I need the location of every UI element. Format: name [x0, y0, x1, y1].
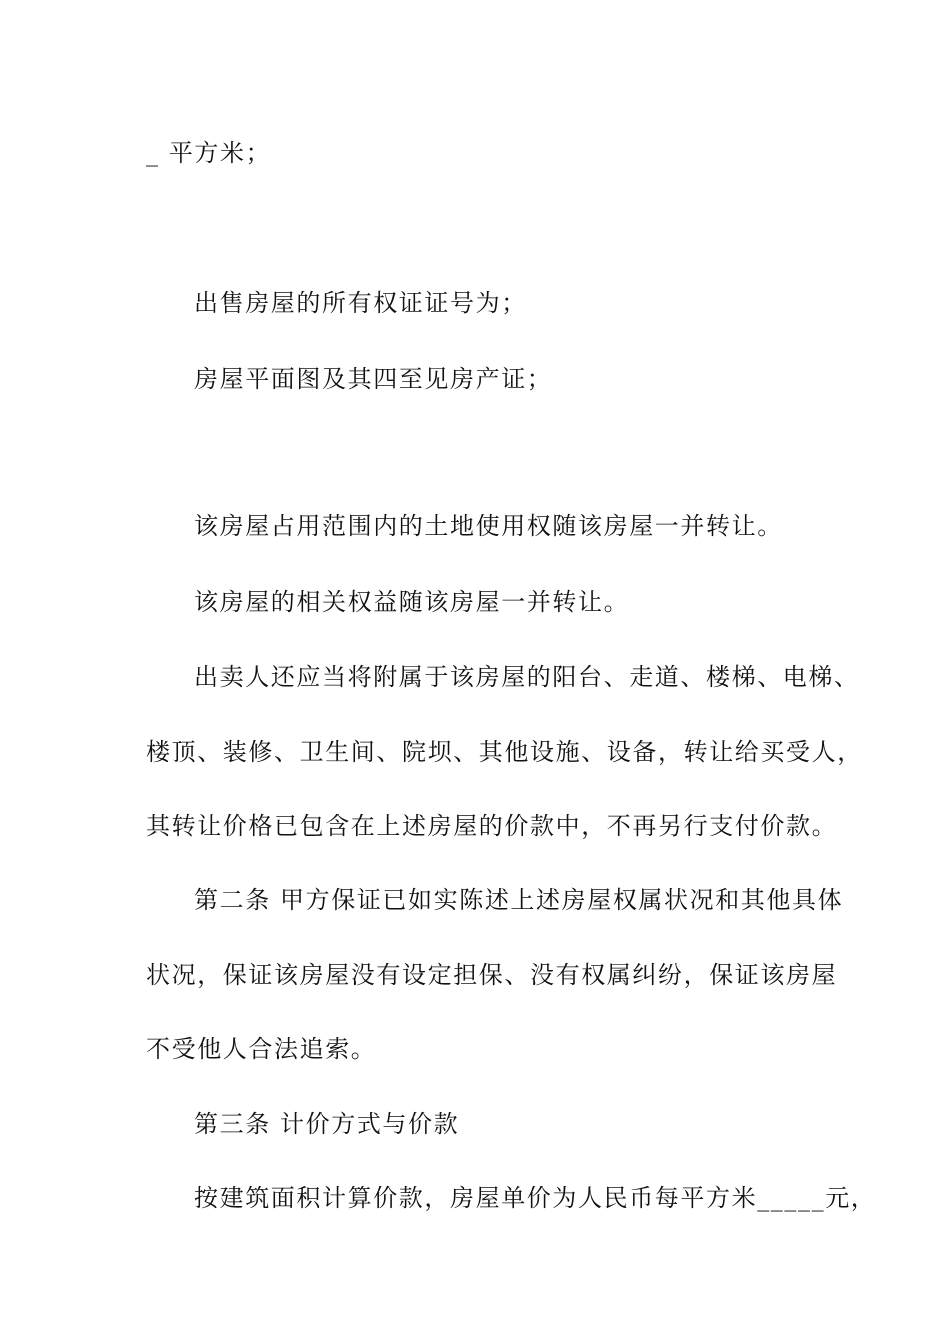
text-line-article-three-heading: 第三条 计价方式与价款 — [194, 1110, 460, 1138]
text-line-article-two-3: 不受他人合法追索。 — [146, 1035, 377, 1063]
text-line-attached-facilities-3: 其转让价格已包含在上述房屋的价款中，不再另行支付价款。 — [146, 812, 838, 840]
text-line-article-two-2: 状况，保证该房屋没有设定担保、没有权属纠纷，保证该房屋 — [146, 961, 838, 989]
text-line-related-rights: 该房屋的相关权益随该房屋一并转让。 — [194, 588, 630, 616]
text-line-certificate-number: 出售房屋的所有权证证号为； — [194, 289, 527, 317]
text-line-floor-plan: 房屋平面图及其四至见房产证； — [194, 365, 553, 393]
text-line-attached-facilities-2: 楼顶、装修、卫生间、院坝、其他设施、设备，转让给买受人， — [146, 738, 863, 766]
text-line-land-use-right: 该房屋占用范围内的土地使用权随该房屋一并转让。 — [194, 512, 783, 540]
text-line-unit-price: 按建筑面积计算价款，房屋单价为人民币每平方米_____元， — [194, 1184, 877, 1212]
text-line-area-unit: _ 平方米； — [146, 139, 272, 167]
text-line-article-two-1: 第二条 甲方保证已如实陈述上述房屋权属状况和其他具体 — [194, 886, 844, 914]
text-line-attached-facilities-1: 出卖人还应当将附属于该房屋的阳台、走道、楼梯、电梯、 — [194, 663, 860, 691]
